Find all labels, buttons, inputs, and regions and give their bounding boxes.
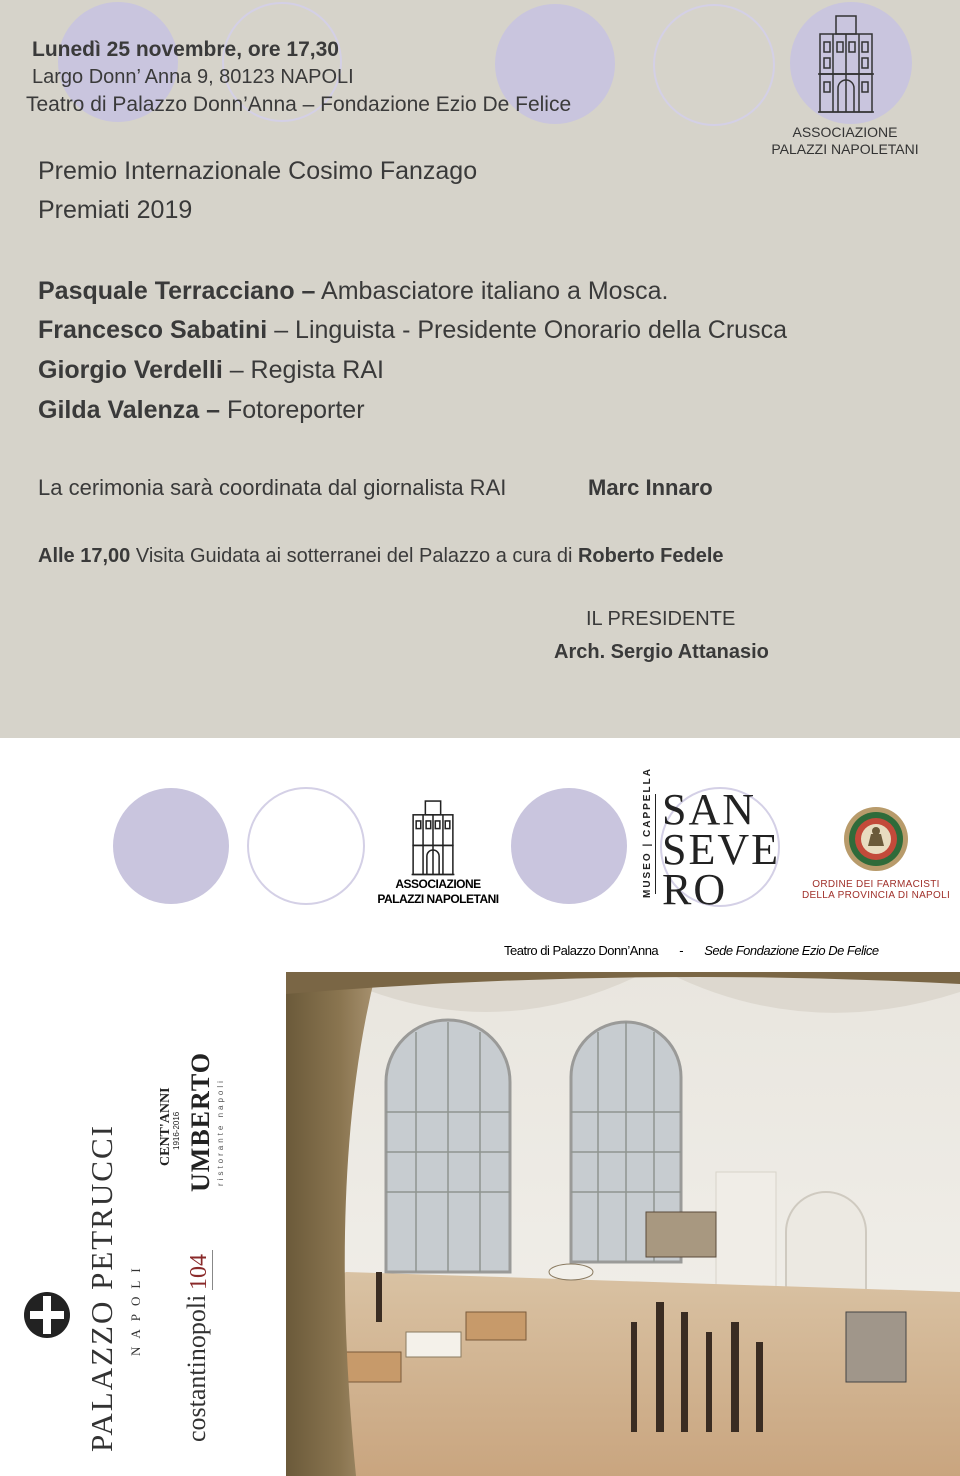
winner-name: Francesco Sabatini <box>38 316 275 344</box>
event-venue: Teatro di Palazzo Donn’Anna – Fondazione Ezio De Felice <box>26 93 572 116</box>
guided-visit <box>38 545 724 568</box>
event-address: Largo Donn’ Anna 9, 80123 NAPOLI <box>32 66 354 88</box>
photo-caption <box>504 943 879 958</box>
winner-name: Gilda Valenza – <box>38 396 221 424</box>
association-logo-text: ASSOCIAZIONE PALAZZI NAPOLETANI <box>377 877 499 906</box>
umberto-subtitle: ristorante napoli <box>216 1078 225 1186</box>
visit-text: Visita Guidata ai sotterranei del Palazzo a cura di <box>130 545 578 567</box>
ceremony-text: La cerimonia sarà coordinata dal giornalista RAI <box>38 475 507 500</box>
caption-right: Sede Fondazione Ezio De Felice <box>704 943 879 958</box>
palazzo-petrucci-logo-icon <box>22 1290 72 1340</box>
visit-time: Alle 17,00 <box>38 545 131 567</box>
costantinopoli-number: 104 <box>186 1254 212 1290</box>
umberto-logo: UMBERTO <box>186 1052 215 1192</box>
theatre-interior-photo <box>286 972 960 1476</box>
palazzo-petrucci-name: PALAZZO PETRUCCI <box>84 1124 119 1452</box>
palazzo-building-icon <box>816 12 876 114</box>
centanni-label: CENT'ANNI <box>158 1087 173 1166</box>
winner-line <box>38 396 365 425</box>
sansevero-logo: SAN SEVE RO <box>662 785 780 914</box>
farmacisti-seal-icon <box>840 806 912 872</box>
palazzo-petrucci-city: NAPOLI <box>128 1260 143 1356</box>
winner-role: Ambasciatore italiano a Mosca. <box>315 277 669 305</box>
decor-circle-outline <box>653 4 775 126</box>
signature-name: Arch. Sergio Attanasio <box>554 641 769 663</box>
award-subtitle: Premiati 2019 <box>38 196 193 224</box>
ceremony-host: Marc Innaro <box>588 475 713 500</box>
winner-line <box>38 316 787 345</box>
winner-line <box>38 356 384 385</box>
winner-name: Pasquale Terracciano – <box>38 277 316 305</box>
palazzo-building-icon <box>408 798 458 876</box>
winner-role: – Linguista - Presidente Onorario della Crusca <box>274 316 787 344</box>
decor-circle-outline <box>247 787 365 905</box>
sansevero-vertical-label: MUSEO | CAPPELLA <box>642 767 653 898</box>
sansevero-divider <box>655 794 656 894</box>
caption-separator: - <box>679 943 684 958</box>
decor-circle <box>113 788 229 904</box>
event-date: Lunedì 25 novembre, ore 17,30 <box>32 38 339 61</box>
winner-role: – Regista RAI <box>222 356 384 384</box>
centanni-years: 1916-2016 <box>172 1111 181 1150</box>
winner-line <box>38 277 668 306</box>
winner-role: Fotoreporter <box>220 396 365 424</box>
costantinopoli-logo: costantinopoli <box>182 1294 211 1442</box>
decor-circle <box>511 788 627 904</box>
signature-title: IL PRESIDENTE <box>586 608 736 630</box>
farmacisti-logo-text: ORDINE DEI FARMACISTI DELLA PROVINCIA DI NAPOLI <box>801 879 951 901</box>
theatre-interior-illustration <box>286 972 960 1476</box>
award-title: Premio Internazionale Cosimo Fanzago <box>38 157 478 185</box>
caption-left: Teatro di Palazzo Donn’Anna <box>504 943 659 958</box>
winner-name: Giorgio Verdelli <box>38 356 223 384</box>
visit-guide: Roberto Fedele <box>577 545 724 567</box>
association-logo-text: ASSOCIAZIONE PALAZZI NAPOLETANI <box>771 124 919 157</box>
